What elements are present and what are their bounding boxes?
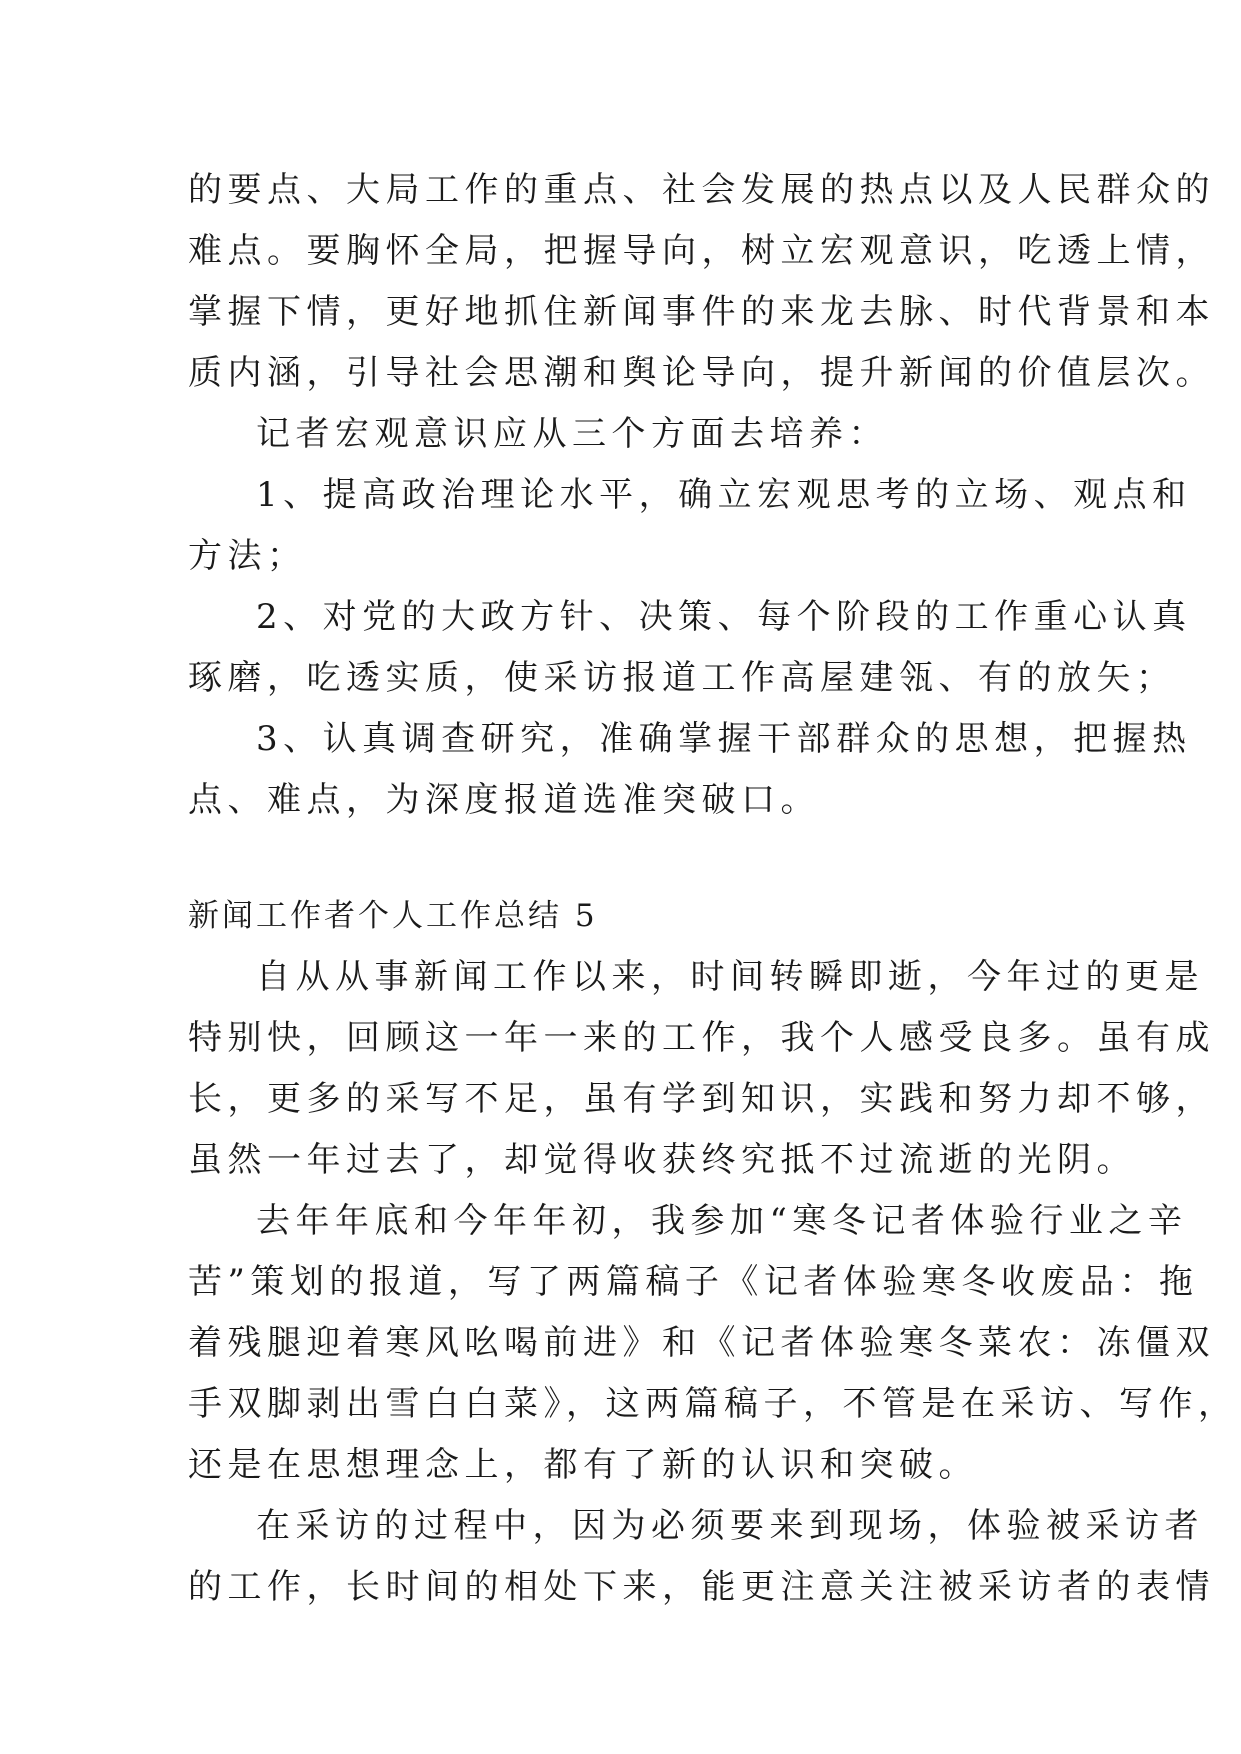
text-line: 的要点、大局工作的重点、社会发展的热点以及人民群众的: [188, 170, 1215, 210]
section-title: 新闻工作者个人工作总结 5: [188, 898, 598, 934]
text-line: 1、提高政治理论水平，确立宏观思考的立场、观点和: [256, 475, 1192, 515]
text-line: 3、认真调查研究，准确掌握干部群众的思想，把握热: [256, 719, 1192, 759]
text-line: 记者宏观意识应从三个方面去培养：: [256, 414, 888, 454]
text-line: 还是在思想理念上，都有了新的认识和突破。: [188, 1445, 978, 1485]
text-line: 在采访的过程中，因为必须要来到现场，体验被采访者: [256, 1506, 1204, 1546]
list-item: [188, 587, 1192, 709]
text-line: 琢磨，吃透实质，使采访报道工作高屋建瓴、有的放矢；: [188, 658, 1176, 698]
text-line: 虽然一年过去了，却觉得收获终究抵不过流逝的光阴。: [188, 1140, 1136, 1180]
text-line: 着残腿迎着寒风吆喝前进》和《记者体验寒冬菜农：冻僵双: [188, 1323, 1215, 1363]
paragraph: [188, 1191, 1238, 1496]
text-line: 特别快，回顾这一年一来的工作，我个人感受良多。虽有成: [188, 1018, 1215, 1058]
text-line: 点、难点，为深度报道选准突破口。: [188, 780, 820, 820]
text-line: 自从从事新闻工作以来，时间转瞬即逝，今年过的更是: [256, 957, 1204, 997]
paragraph: [188, 404, 1058, 465]
text-line: 掌握下情，更好地抓住新闻事件的来龙去脉、时代背景和本: [188, 292, 1215, 332]
text-line: 苦”策划的报道，写了两篇稿子《记者体验寒冬收废品：拖: [188, 1262, 1199, 1302]
paragraph: [188, 1496, 1215, 1618]
text-line: 质内涵，引导社会思潮和舆论导向，提升新闻的价值层次。: [188, 353, 1215, 393]
paragraph: [188, 947, 1215, 1191]
document-body: [188, 160, 1238, 1618]
text-line: 的工作，长时间的相处下来，能更注意关注被采访者的表情: [188, 1567, 1215, 1607]
text-line: 方法；: [188, 536, 307, 576]
paragraph: [188, 160, 1215, 404]
text-line: 手双脚剥出雪白白菜》，这两篇稿子，不管是在采访、写作，: [188, 1384, 1238, 1424]
list-item: [188, 709, 1192, 831]
text-line: 去年年底和今年年初，我参加“寒冬记者体验行业之辛: [256, 1201, 1188, 1241]
text-line: 难点。要胸怀全局，把握导向，树立宏观意识，吃透上情，: [188, 231, 1215, 271]
text-line: 长，更多的采写不足，虽有学到知识，实践和努力却不够，: [188, 1079, 1215, 1119]
text-line: 2、对党的大政方针、决策、每个阶段的工作重心认真: [256, 597, 1192, 637]
list-item: [188, 465, 1192, 587]
